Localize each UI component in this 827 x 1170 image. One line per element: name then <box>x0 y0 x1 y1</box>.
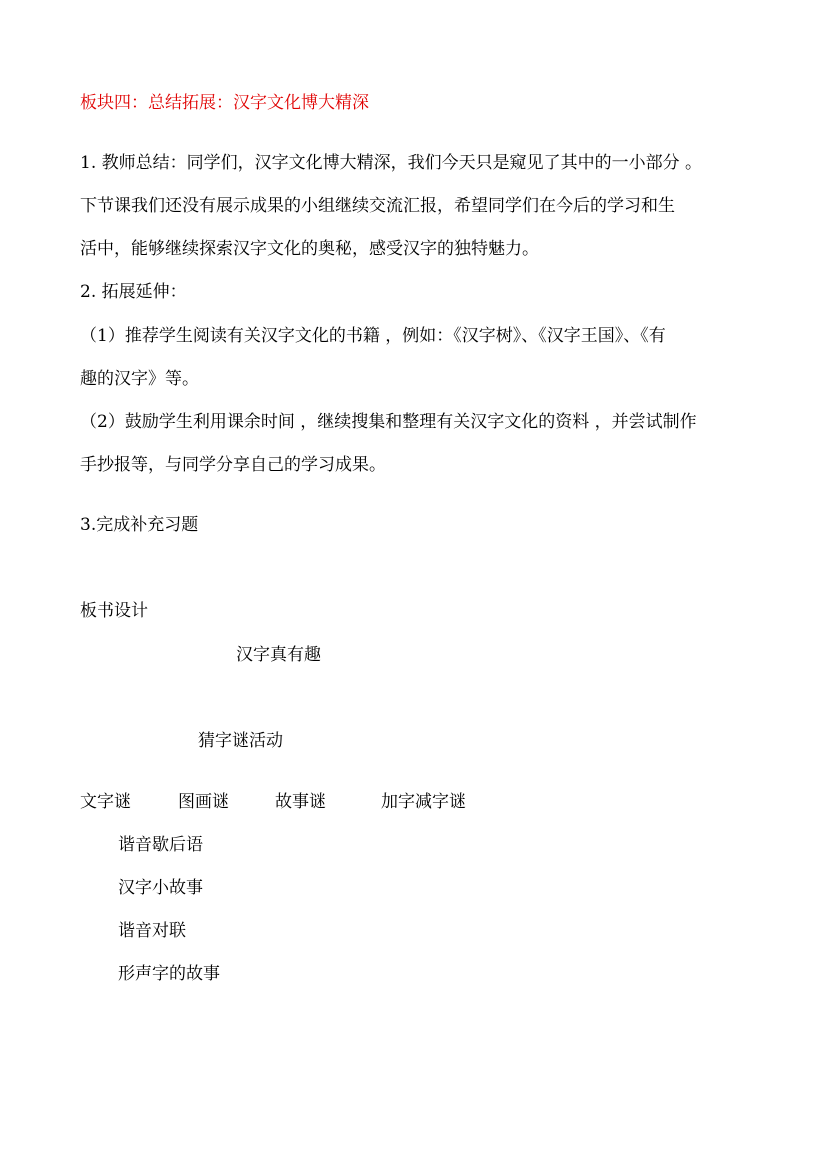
exercise-item: 3.完成补充习题 <box>80 515 199 535</box>
extension-heading: 2. 拓展延伸： <box>80 282 187 302</box>
extension-item-2-line-2: 手抄报等，与同学分享自己的学习成果。 <box>80 455 386 475</box>
extension-item-1-line-2: 趣的汉字》等。 <box>80 369 199 389</box>
riddle-type: 文字谜 <box>80 792 131 812</box>
riddle-type: 图画谜 <box>178 792 229 812</box>
board-item: 谐音对联 <box>118 921 186 941</box>
section-title: 板块四：总结拓展：汉字文化博大精深 <box>80 93 369 113</box>
board-activity: 猜字谜活动 <box>198 731 283 751</box>
board-design-heading: 板书设计 <box>80 601 148 621</box>
riddle-type: 加字减字谜 <box>381 792 466 812</box>
summary-line-2: 下节课我们还没有展示成果的小组继续交流汇报，希望同学们在今后的学习和生 <box>80 196 675 216</box>
extension-item-1-line-1: （1）推荐学生阅读有关汉字文化的书籍 ，例如：《汉字树》、《汉字王国》、《有 <box>80 326 666 346</box>
board-item: 形声字的故事 <box>118 964 220 984</box>
summary-line-1: 1. 教师总结：同学们，汉字文化博大精深，我们今天只是窥见了其中的一小部分 。 <box>80 153 703 173</box>
board-item: 汉字小故事 <box>118 878 203 898</box>
extension-item-2-line-1: （2）鼓励学生利用课余时间 ，继续搜集和整理有关汉字文化的资料 ，并尝试制作 <box>80 412 697 432</box>
board-item: 谐音歇后语 <box>118 835 203 855</box>
board-title: 汉字真有趣 <box>236 645 321 665</box>
summary-line-3: 活中，能够继续探索汉字文化的奥秘，感受汉字的独特魅力。 <box>80 239 539 259</box>
riddle-type: 故事谜 <box>275 792 326 812</box>
